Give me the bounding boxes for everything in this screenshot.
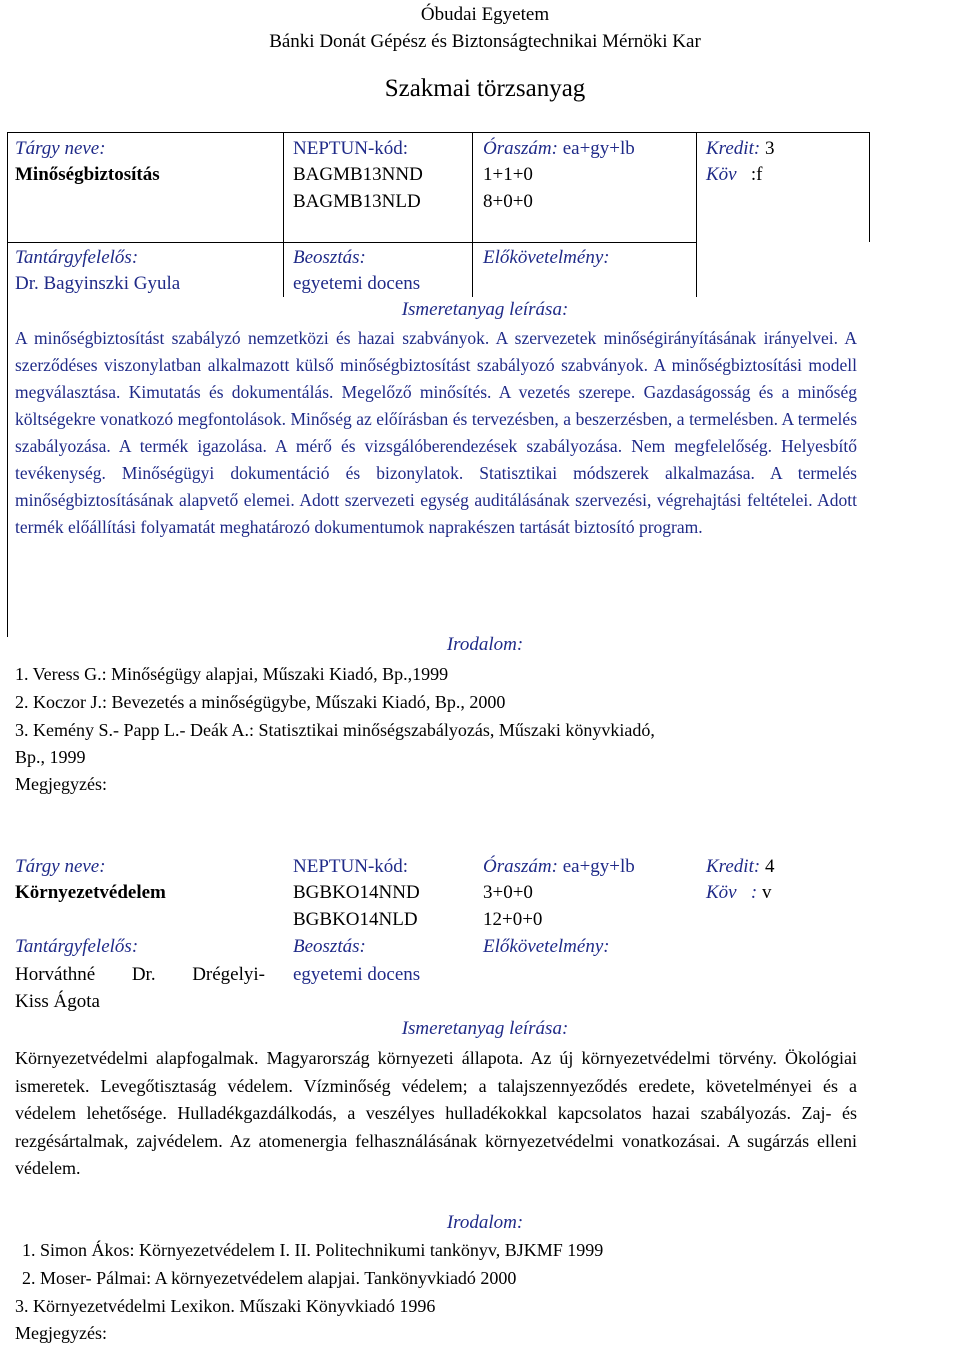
- subject-2-neptun-label: NEPTUN-kód:: [293, 856, 409, 877]
- subject-2-name: Környezetvédelem: [15, 882, 166, 903]
- subject-1-hours-2: 8+0+0: [483, 191, 533, 212]
- subject-2-name-label: Tárgy neve:: [15, 856, 106, 877]
- subject-2-hours-1: 3+0+0: [483, 882, 533, 903]
- subject-2-literature-item: 2. Moser- Pálmai: A környezetvédelem alapjai. Tankönyvkiadó 2000: [22, 1268, 517, 1288]
- subject-1-description-label: Ismeretanyag leírása:: [401, 299, 569, 320]
- hours-label: Óraszám:: [483, 856, 558, 877]
- subject-1-hours-1: 1+1+0: [483, 164, 533, 185]
- subject-2-hours-2: 12+0+0: [483, 909, 543, 930]
- subject-1-description: A minőségbiztosítást szabályzó nemzetközi és hazai szabványok. A szervezetek minőségirányításának irányelvei. A szerződéses viszonylatban alkalmazott külső minőségbiztosítást szabályozó szabványok. A minőségbiztosítási modell megválasztása. Kimutatás és dokumentálás. Megelőző minősítés. A vezetés szerepe. Gazdaságosság és a minőség költségekre vonatkozó megfontolások. Minőség az előírásban és tervezésben, a beszerzésben, a termelésben. A termelés szabályozása. A termék igazolása. A mérő és vizsgálóberendezések szabályozása. Nem megfelelőség. Helyesbítő tevékenység. Minőségügyi dokumentáció és bizonylatok. Statisztikai módszerek alkalmazása. A termelés minőségbiztosításának alapvető elemei. Adott szervezeti egység auditálásának szervezési, végrehajtási feltételei. Adott termék előállítási folyamatát meghatározó dokumentumok naprakészen tartását biztosító program.: [15, 328, 857, 537]
- university-name: Óbudai Egyetem: [420, 4, 550, 25]
- subject-2-responsible-line-1: Horváthné Dr. Drégelyi-: [15, 964, 265, 985]
- subject-2-neptun-code-1: BGBKO14NND: [293, 882, 420, 903]
- subject-2-description-label: Ismeretanyag leírása:: [401, 1018, 569, 1039]
- subject-1-responsible: Dr. Bagyinszki Gyula: [15, 273, 181, 294]
- subject-1-name-label: Tárgy neve:: [15, 138, 106, 159]
- kov-value: v: [761, 882, 772, 903]
- subject-1-literature-item: 2. Koczor J.: Bevezetés a minőségügybe, Műszaki Kiadó, Bp., 2000: [15, 692, 506, 712]
- subject-1-neptun-label: NEPTUN-kód:: [293, 138, 409, 159]
- subject-1-name: Minőségbiztosítás: [15, 164, 160, 185]
- subject-1-note-label: Megjegyzés:: [15, 774, 107, 794]
- hours-label: Óraszám:: [483, 138, 558, 159]
- subject-1-hours-header: [483, 136, 635, 162]
- subject-2-literature-label: Irodalom:: [446, 1212, 524, 1233]
- subject-2-credit: [706, 854, 774, 880]
- subject-2-description: Környezetvédelmi alapfogalmak. Magyarország környezeti állapota. Az új környezetvédelmi törvény. Ökológiai ismeretek. Levegőtisztaság védelem. Vízminőség védelem; a talajszennyeződés eredete, követelményei és a védelem lehetősége. Hulladékgazdálkodás, a veszélyes hulladékokkal kapcsolatos hazai szabályozás. Zaj- és rezgésártalmak, zajvédelem. Az atomenergia felhasználásának környezetvédelmi vonatkozásai. A sugárzás elleni védelem.: [15, 1048, 857, 1178]
- subject-2-literature-item: 1. Simon Ákos: Környezetvédelem I. II. Politechnikumi tankönyv, BJKMF 1999: [22, 1240, 604, 1260]
- subject-1-position: egyetemi docens: [293, 273, 421, 294]
- subject-1-neptun-code-1: BAGMB13NND: [293, 164, 423, 185]
- credit-label: Kredit:: [706, 856, 761, 877]
- subject-2-neptun-code-2: BGBKO14NLD: [293, 909, 418, 930]
- subject-2-kov: [706, 880, 771, 906]
- subject-1-responsible-label: Tantárgyfelelős:: [15, 247, 139, 268]
- subject-1-position-label: Beosztás:: [293, 247, 366, 268]
- subject-2-prereq-label: Előkövetelmény:: [483, 936, 610, 957]
- subject-2-responsible-line-2: Kiss Ágota: [15, 991, 100, 1012]
- subject-2-note-label: Megjegyzés:: [15, 1323, 107, 1343]
- credit-value: 3: [764, 138, 775, 159]
- subject-1-literature-item: 3. Kemény S.- Papp L.- Deák A.: Statisztikai minőségszabályozás, Műszaki könyvkiadó,: [15, 720, 655, 740]
- subject-1-credit: [706, 136, 774, 162]
- credit-label: Kredit:: [706, 138, 761, 159]
- subject-1-literature-item: 1. Veress G.: Minőségügy alapjai, Műszaki Kiadó, Bp.,1999: [15, 664, 449, 684]
- subject-2-literature-item: 3. Környezetvédelmi Lexikon. Műszaki Könyvkiadó 1996: [15, 1296, 436, 1316]
- hours-suffix: ea+gy+lb: [562, 138, 635, 159]
- subject-2-position: egyetemi docens: [293, 964, 421, 985]
- subject-1-literature-label: Irodalom:: [446, 634, 524, 655]
- page-title: Szakmai törzsanyag: [384, 75, 586, 102]
- subject-1-literature-item: Bp., 1999: [15, 747, 86, 767]
- hours-suffix: ea+gy+lb: [562, 856, 635, 877]
- subject-2-hours-header: [483, 854, 635, 880]
- subject-1-prereq-label: Előkövetelmény:: [483, 247, 610, 268]
- subject-2-position-label: Beosztás:: [293, 936, 366, 957]
- subject-2-responsible-label: Tantárgyfelelős:: [15, 936, 139, 957]
- subject-1-neptun-code-2: BAGMB13NLD: [293, 191, 421, 212]
- credit-value: 4: [764, 856, 775, 877]
- faculty-name: Bánki Donát Gépész és Biztonságtechnikai Mérnöki Kar: [269, 31, 701, 52]
- kov-value: :f: [750, 164, 763, 185]
- kov-label: Köv: [706, 164, 737, 185]
- kov-colon: :: [750, 882, 758, 903]
- subject-1-kov: [706, 162, 762, 188]
- kov-label: Köv: [706, 882, 737, 903]
